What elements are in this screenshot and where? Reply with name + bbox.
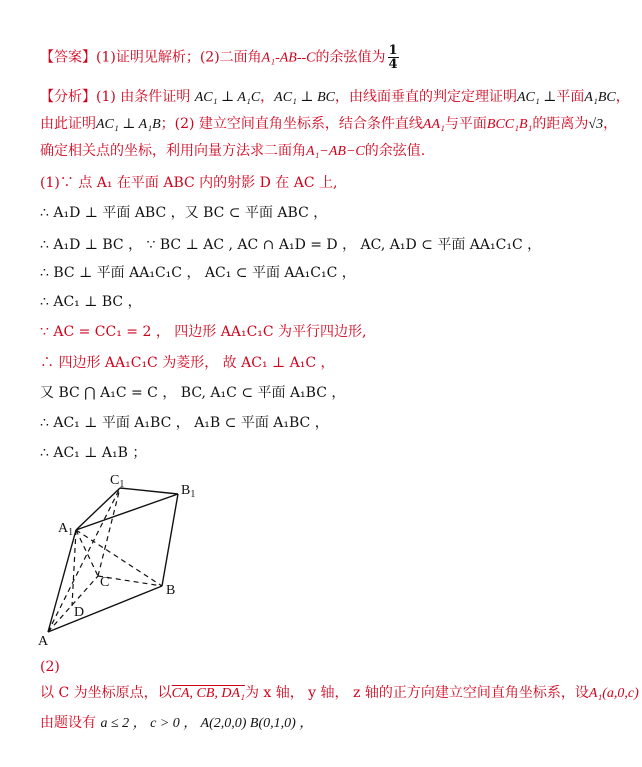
math-expr: A₁(a,0,c)	[588, 686, 639, 701]
analysis-text: 平面	[556, 89, 585, 105]
proof-line-6: ∵ AC = CC₁ = 2 ， 四边形 AA₁C₁C 为平行四边形,	[40, 324, 367, 340]
prism-diagram	[36, 470, 226, 650]
math-expr: AC₁ ⊥	[516, 90, 557, 105]
analysis-text: 的余弦值.	[364, 143, 426, 159]
edge-A1-B1	[76, 494, 178, 530]
edge-B1-B	[162, 494, 178, 586]
analysis-text: ，	[615, 89, 630, 105]
part2-line-1	[40, 684, 639, 703]
answer-bracket: 【答案】	[40, 49, 96, 66]
analysis-text: 与平面	[444, 116, 487, 132]
label-D: D	[74, 605, 85, 620]
proof-line-5: ∴ AC₁ ⊥ BC ，	[40, 294, 142, 310]
analysis-line-1	[40, 88, 630, 107]
vector-expr: CA, CB, DA₁	[171, 686, 245, 701]
edge-A-B	[48, 586, 162, 632]
label-C1: $C_1$	[110, 473, 125, 490]
proof-line-10: ∴ AC₁ ⊥ A₁B ；	[40, 445, 147, 461]
edge-C-C1	[98, 488, 120, 576]
math-expr: √3	[588, 117, 604, 132]
edge-C1-B1	[120, 488, 178, 494]
edge-A1-C1	[76, 488, 120, 530]
analysis-text: (1) 由条件证明	[96, 89, 191, 105]
analysis-bracket: 【分析】	[40, 89, 96, 105]
math-expr: AA₁	[422, 117, 445, 132]
math-expr: AC₁ ⊥ A₁B	[96, 117, 161, 132]
answer-mid: 的余弦值为	[315, 49, 386, 66]
analysis-text: ，由线面垂直的判定定理证明	[334, 89, 517, 105]
proof-line-3: ∴ A₁D ⊥ BC ， ∵ BC ⊥ AC , AC ∩ A₁D = D ， AC, A₁D ⊂ 平面 AA₁C₁C ，	[40, 237, 542, 253]
math-expr: AC₁ ⊥ A₁C	[194, 90, 261, 105]
part2-text: 以 C 为坐标原点，以	[40, 685, 172, 701]
part2-text: 由题设有	[40, 715, 96, 731]
proof-line-4: ∴ BC ⊥ 平面 AA₁C₁C ， AC₁ ⊂ 平面 AA₁C₁C ，	[40, 265, 356, 281]
label-A1: $A_1$	[58, 521, 74, 538]
answer-line	[40, 44, 399, 71]
math-expr: a ≤ 2 ， c > 0 ， A(2,0,0) B(0,1,0) ，	[100, 716, 314, 731]
math-expr: BCC₁B₁	[486, 117, 533, 132]
label-B1: $B_1$	[181, 483, 196, 500]
proof-line-2: ∴ A₁D ⊥ 平面 ABC ，又 BC ⊂ 平面 ABC ，	[40, 205, 328, 221]
analysis-text: ，	[260, 89, 275, 105]
part2-line-2	[40, 714, 313, 733]
analysis-line-3	[40, 142, 425, 161]
proof-line-1: (1)∵ 点 A₁ 在平面 ABC 内的射影 D 在 AC 上,	[40, 175, 338, 191]
answer-angle: A₁-AB--C	[261, 50, 316, 66]
math-expr: A₁BC	[584, 90, 616, 105]
analysis-text: ，	[603, 116, 618, 132]
analysis-text: ；(2) 建立空间直角坐标系，结合条件直线	[160, 116, 423, 132]
answer-part1: (1)证明见解析；(2)二面角	[96, 49, 262, 66]
fraction-numerator: 1	[388, 43, 398, 58]
part2-head: (2)	[40, 659, 60, 675]
label-A: A	[38, 634, 49, 649]
proof-line-8: 又 BC ⋂ A₁C = C ， BC, A₁C ⊂ 平面 A₁BC ，	[40, 385, 346, 401]
part2-text: 为 x 轴， y 轴， z 轴的正方向建立空间直角坐标系，设	[244, 685, 589, 701]
answer-fraction	[388, 44, 399, 71]
label-C: C	[100, 575, 110, 590]
math-expr: AC₁ ⊥ BC	[274, 90, 335, 105]
analysis-text: 的距离为	[532, 116, 589, 132]
proof-line-9: ∴ AC₁ ⊥ 平面 A₁BC ， A₁B ⊂ 平面 A₁BC ，	[40, 415, 329, 431]
analysis-text: 确定相关点的坐标，利用向量方法求二面角	[40, 143, 306, 159]
fraction-denominator: 4	[388, 57, 398, 72]
analysis-text: 由此证明	[40, 116, 96, 132]
math-expr: A₁−AB−C	[306, 144, 365, 159]
proof-line-7: ∴ 四边形 AA₁C₁C 为菱形， 故 AC₁ ⊥ A₁C ，	[40, 355, 335, 371]
label-B: B	[166, 583, 176, 598]
analysis-line-2	[40, 115, 617, 134]
